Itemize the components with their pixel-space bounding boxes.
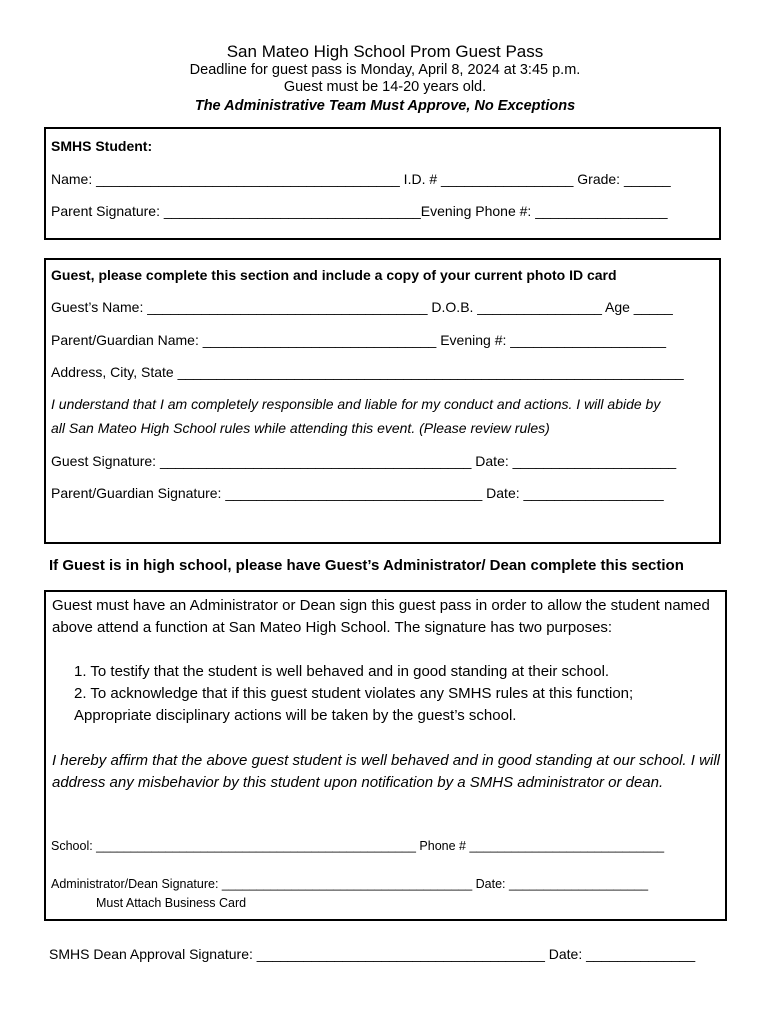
student-name-field[interactable]: Name: _______________________________________ I.D. # _________________ Grade: ______ <box>51 171 671 187</box>
guest-parent-signature-field[interactable]: Parent/Guardian Signature: _________________________________ Date: __________________ <box>51 485 664 501</box>
guest-signature-field[interactable]: Guest Signature: ________________________________________ Date: _____________________ <box>51 453 677 469</box>
student-parent-signature-field[interactable]: Parent Signature: _________________________________Evening Phone #: _________________ <box>51 203 668 219</box>
student-heading: SMHS Student: <box>51 138 153 154</box>
purpose-item-2-continued: Appropriate disciplinary actions will be taken by the guest’s school. <box>74 707 517 724</box>
age-requirement-text: Guest must be 14-20 years old. <box>283 79 487 95</box>
guest-statement-line-1: I understand that I am completely responsible and liable for my conduct and actions. I will abide by <box>51 396 661 412</box>
admin-signature-field[interactable]: Administrator/Dean Signature: ____________________________________ Date: ____________________ <box>51 877 649 891</box>
guest-parent-name-field[interactable]: Parent/Guardian Name: ______________________________ Evening #: ____________________ <box>51 332 666 348</box>
approval-notice: The Administrative Team Must Approve, No Exceptions <box>194 98 576 114</box>
business-card-note: Must Attach Business Card <box>96 896 247 910</box>
admin-section <box>44 590 727 921</box>
form-title: San Mateo High School Prom Guest Pass <box>226 42 544 61</box>
guest-address-field[interactable]: Address, City, State _________________________________________________________________ <box>51 364 684 380</box>
dean-approval-field[interactable]: SMHS Dean Approval Signature: _____________________________________ Date: ______________ <box>49 946 696 962</box>
guest-section <box>44 258 721 544</box>
purpose-item-2: 2. To acknowledge that if this guest student violates any SMHS rules at this function; <box>74 685 634 702</box>
guest-name-field[interactable]: Guest’s Name: ____________________________________ D.O.B. ________________ Age _____ <box>51 299 673 315</box>
school-phone-field[interactable]: School: ______________________________________________ Phone # ____________________________ <box>51 839 665 853</box>
guest-heading: Guest, please complete this section and include a copy of your current photo ID card <box>51 267 617 283</box>
admin-intro-text: Guest must have an Administrator or Dean sign this guest pass in order to allow the student named above attend a function at San Mateo High School. The signature has two purposes: <box>52 597 710 636</box>
student-section <box>44 127 721 240</box>
deadline-text: Deadline for guest pass is Monday, April 8, 2024 at 3:45 p.m. <box>189 62 581 78</box>
admin-section-heading: If Guest is in high school, please have Guest’s Administrator/ Dean complete this section <box>49 557 684 574</box>
guest-statement-line-2: all San Mateo High School rules while attending this event. (Please review rules) <box>51 420 550 436</box>
form-header <box>0 42 770 116</box>
purpose-item-1: 1. To testify that the student is well behaved and in good standing at their school. <box>74 663 610 680</box>
affirmation-text: I hereby affirm that the above guest student is well behaved and in good standing at our school. I will address any misbehavior by this student upon notification by a SMHS administrator or dean. <box>52 752 720 791</box>
